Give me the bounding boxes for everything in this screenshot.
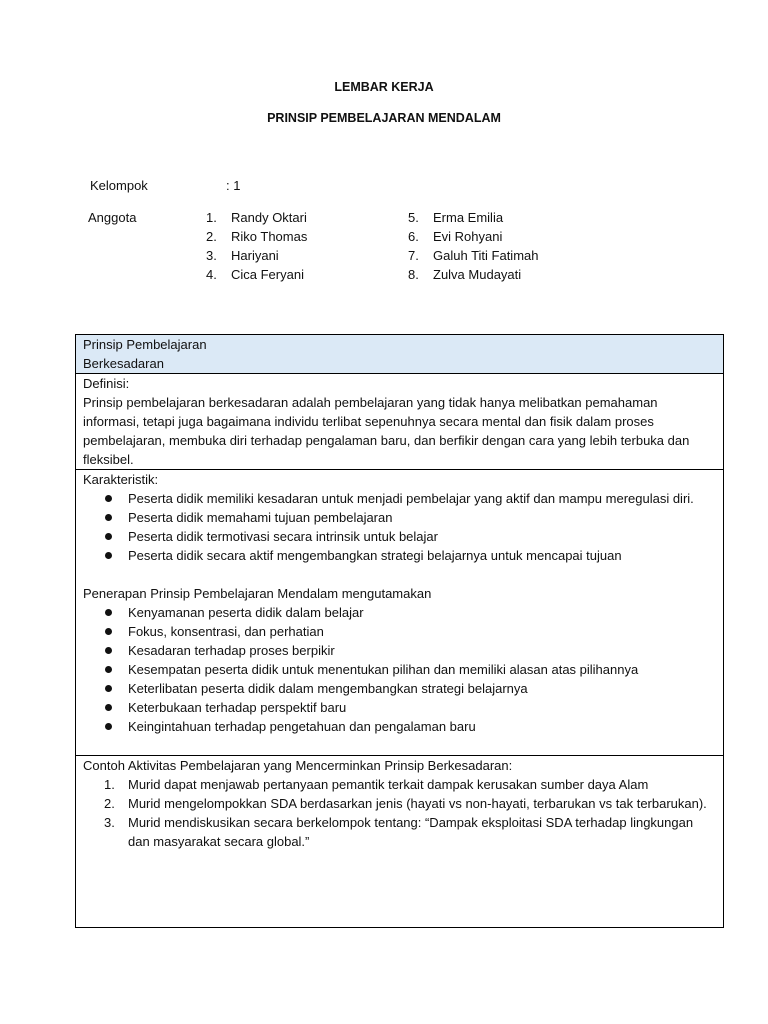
activities-label: Contoh Aktivitas Pembelajaran yang Mencerminkan Prinsip Berkesadaran: — [83, 758, 513, 773]
characteristics-list — [83, 489, 716, 565]
bullet-icon — [105, 704, 112, 711]
members-list-right — [408, 208, 539, 284]
member-name: Evi Rohyani — [433, 229, 503, 244]
list-number: 1. — [104, 777, 115, 792]
list-item-text: Peserta didik termotivasi secara intrinsik untuk belajar — [128, 529, 438, 544]
list-item — [83, 489, 716, 508]
document-subtitle: PRINSIP PEMBELAJARAN MENDALAM — [267, 111, 501, 125]
list-item — [83, 508, 716, 527]
member-number: 8. — [408, 267, 419, 282]
list-item-text: Kesempatan peserta didik untuk menentukan pilihan dan memiliki alasan atas pilihannya — [128, 662, 639, 677]
list-item — [83, 527, 716, 546]
list-item — [83, 622, 716, 641]
definition-cell — [76, 374, 724, 470]
member-number: 3. — [206, 248, 217, 263]
list-item-text: Peserta didik memahami tujuan pembelajaran — [128, 510, 393, 525]
list-item — [83, 641, 716, 660]
list-item-text: Keterlibatan peserta didik dalam mengembangkan strategi belajarnya — [128, 681, 528, 696]
principle-table — [75, 334, 724, 928]
bullet-icon — [105, 495, 112, 502]
kelompok-label: Kelompok — [90, 178, 148, 193]
list-item-text: Peserta didik secara aktif mengembangkan strategi belajarnya untuk mencapai tujuan — [128, 548, 622, 563]
activities-list — [83, 775, 716, 851]
list-item-text: Murid dapat menjawab pertanyaan pemantik terkait dampak kerusakan sumber daya Alam — [128, 777, 649, 792]
bullet-icon — [105, 514, 112, 521]
list-item — [83, 813, 716, 851]
list-item — [83, 698, 716, 717]
member-item — [408, 208, 539, 227]
list-item — [83, 794, 716, 813]
bullet-icon — [105, 552, 112, 559]
application-label: Penerapan Prinsip Pembelajaran Mendalam mengutamakan — [83, 586, 432, 601]
member-number: 2. — [206, 229, 217, 244]
list-item-text: Murid mendiskusikan secara berkelompok tentang: “Dampak eksploitasi SDA terhadap lingkungan dan masyarakat secara global.” — [128, 815, 694, 849]
member-name: Zulva Mudayati — [433, 267, 522, 282]
member-item — [206, 227, 307, 246]
definition-text: Prinsip pembelajaran berkesadaran adalah pembelajaran yang tidak hanya melibatkan pemahaman informasi, tetapi juga bagaimana individu terlibat sepenuhnya secara mental dan fisik dalam proses pembelajaran, membuka diri terhadap pengalaman baru, dan berfikir dengan cara yang lebih terbuka dan fleksibel. — [83, 395, 690, 467]
member-name: Cica Feryani — [231, 267, 304, 282]
table-heading-line: Berkesadaran — [83, 356, 164, 371]
anggota-label: Anggota — [88, 210, 137, 225]
list-item — [83, 679, 716, 698]
document-title: LEMBAR KERJA — [334, 80, 434, 94]
member-name: Hariyani — [231, 248, 279, 263]
member-number: 6. — [408, 229, 419, 244]
member-item — [408, 246, 539, 265]
member-item — [408, 265, 539, 284]
list-item-text: Kenyamanan peserta didik dalam belajar — [128, 605, 364, 620]
activities-cell — [76, 756, 724, 928]
characteristics-cell — [76, 470, 724, 756]
list-item — [83, 717, 716, 736]
table-heading-cell — [76, 335, 724, 374]
member-name: Randy Oktari — [231, 210, 307, 225]
member-number: 1. — [206, 210, 217, 225]
bullet-icon — [105, 628, 112, 635]
member-number: 7. — [408, 248, 419, 263]
member-name: Erma Emilia — [433, 210, 504, 225]
kelompok-value: : 1 — [226, 178, 241, 193]
list-item-text: Kesadaran terhadap proses berpikir — [128, 643, 335, 658]
member-item — [206, 265, 307, 284]
bullet-icon — [105, 609, 112, 616]
list-number: 2. — [104, 796, 115, 811]
member-item — [206, 208, 307, 227]
characteristics-label: Karakteristik: — [83, 472, 159, 487]
member-name: Galuh Titi Fatimah — [433, 248, 539, 263]
member-number: 5. — [408, 210, 419, 225]
list-number: 3. — [104, 815, 115, 830]
list-item-text: Keingintahuan terhadap pengetahuan dan pengalaman baru — [128, 719, 476, 734]
list-item-text: Peserta didik memiliki kesadaran untuk menjadi pembelajar yang aktif dan mampu meregulasi diri. — [128, 491, 694, 506]
bullet-icon — [105, 723, 112, 730]
list-item — [83, 775, 716, 794]
list-item-text: Murid mengelompokkan SDA berdasarkan jenis (hayati vs non-hayati, terbarukan vs tak terbarukan). — [128, 796, 707, 811]
bullet-icon — [105, 647, 112, 654]
table-heading-line: Prinsip Pembelajaran — [83, 337, 207, 352]
member-number: 4. — [206, 267, 217, 282]
application-list — [83, 603, 716, 736]
bullet-icon — [105, 666, 112, 673]
members-list-left — [206, 208, 307, 284]
list-item-text: Keterbukaan terhadap perspektif baru — [128, 700, 347, 715]
list-item — [83, 603, 716, 622]
member-item — [206, 246, 307, 265]
bullet-icon — [105, 685, 112, 692]
member-item — [408, 227, 539, 246]
list-item — [83, 546, 716, 565]
definition-label: Definisi: — [83, 376, 130, 391]
bullet-icon — [105, 533, 112, 540]
member-name: Riko Thomas — [231, 229, 308, 244]
list-item — [83, 660, 716, 679]
list-item-text: Fokus, konsentrasi, dan perhatian — [128, 624, 324, 639]
